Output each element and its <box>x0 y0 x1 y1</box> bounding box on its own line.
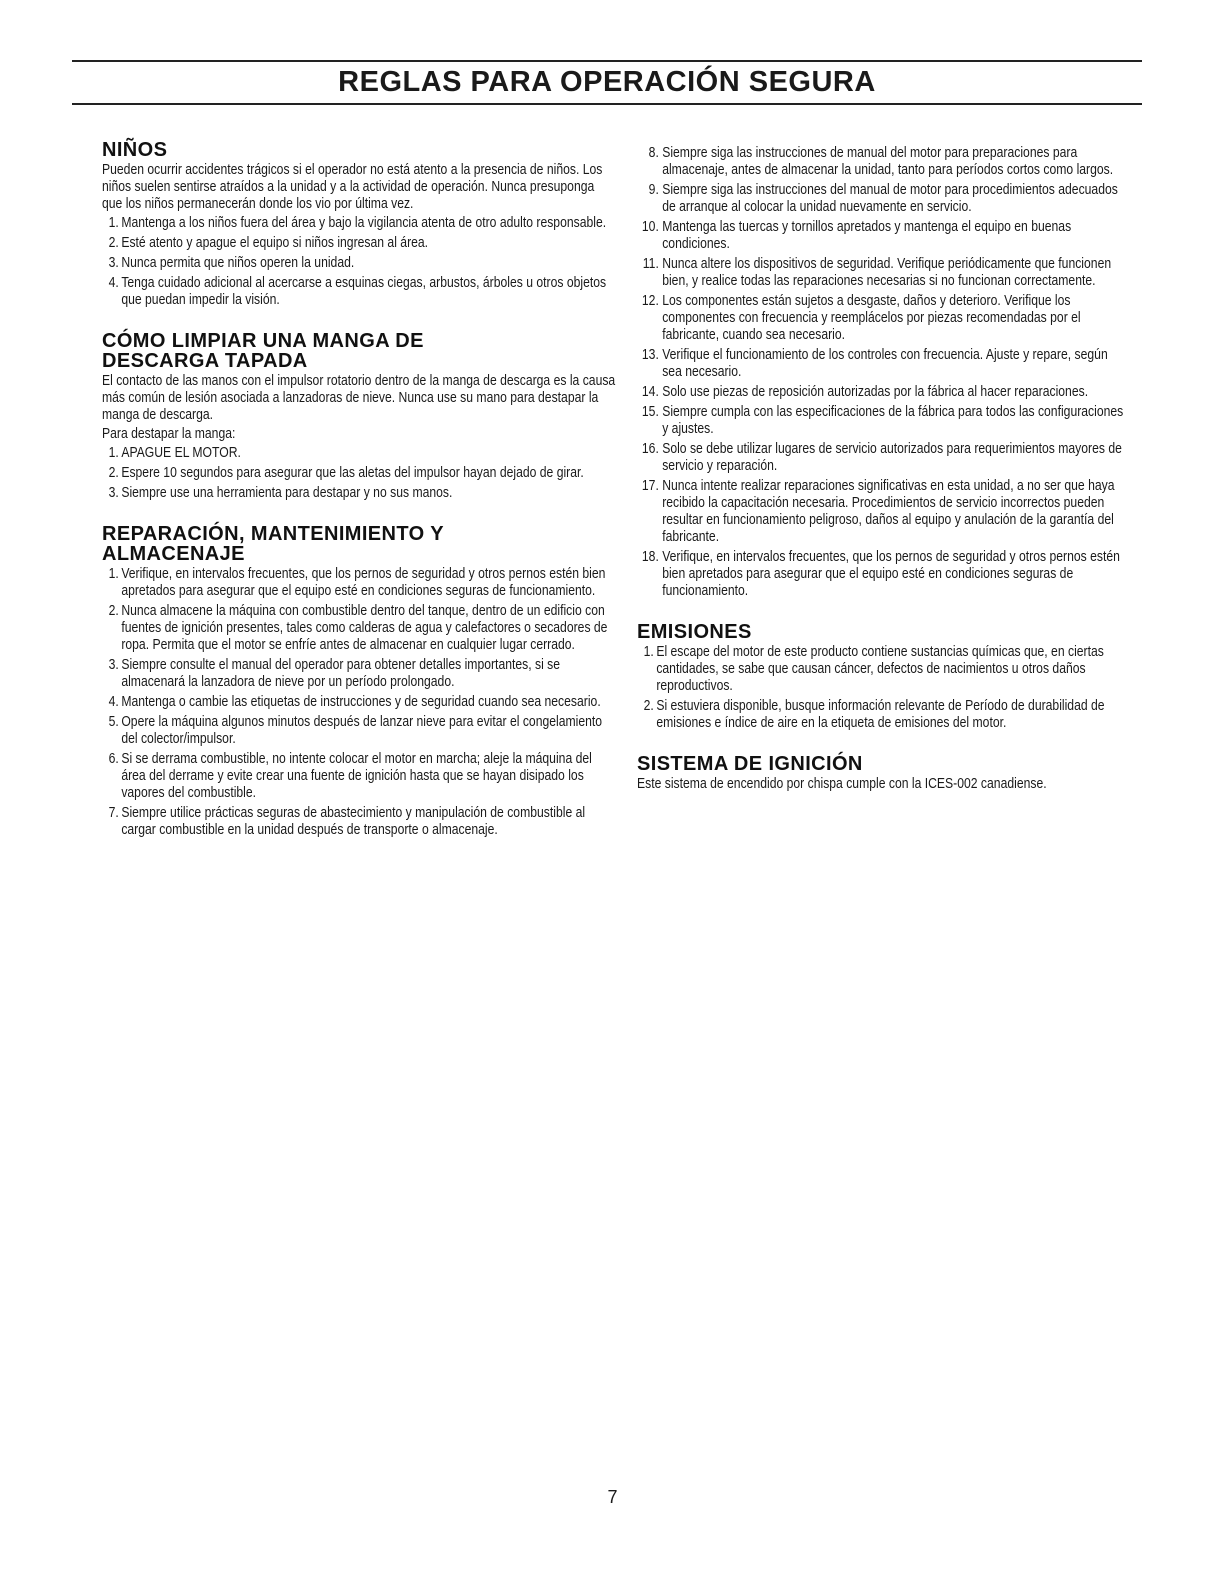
list-item <box>637 441 1129 475</box>
list-item-number: 6. <box>108 751 119 767</box>
list-item-text: Siempre consulte el manual del operador para obtener detalles importantes, si se almacenará la lanzadora de nieve por un período prolongado. <box>121 657 561 690</box>
list-item-number: 7. <box>108 805 119 821</box>
list-item-number: 2. <box>643 698 654 714</box>
list-item <box>637 145 1129 179</box>
list-item-text: Mantenga a los niños fuera del área y bajo la vigilancia atenta de otro adulto responsable. <box>121 215 607 231</box>
list-item <box>102 255 616 272</box>
list-item-text: Si se derrama combustible, no intente colocar el motor en marcha; aleje la máquina del área del derrame y evite crear una fuente de ignición hasta que se hayan disipado los vapores del combustible. <box>121 751 592 801</box>
list-item <box>102 485 616 502</box>
list-item-text: Siempre siga las instrucciones del manual de motor para procedimientos adecuados de arranque al colocar la unidad nuevamente en servicio. <box>662 182 1118 215</box>
list-item-text: Siempre use una herramienta para destapar y no sus manos. <box>121 485 453 501</box>
list-item-number: 13. <box>641 347 659 363</box>
list-item-text: El escape del motor de este producto contiene sustancias químicas que, en ciertas cantidades, se sabe que causan cáncer, defectos de nacimientos u otros daños reproductivos. <box>656 644 1104 694</box>
list-item-number: 16. <box>641 441 659 457</box>
list-item-text: Solo use piezas de reposición autorizadas por la fábrica al hacer reparaciones. <box>662 384 1089 400</box>
list-item-number: 1. <box>108 445 119 461</box>
list-item <box>637 404 1129 438</box>
section-ignicion <box>637 754 1129 793</box>
section-intro-manga: El contacto de las manos con el impulsor rotatorio dentro de la manga de descarga es la causa más común de lesión asociada a lanzadoras de nieve. Nunca use su mano para destapar la manga de descarga. <box>102 373 616 423</box>
list-item-number: 8. <box>648 145 659 161</box>
list-item <box>102 465 616 482</box>
list-item-number: 11. <box>642 256 659 272</box>
list-item-number: 3. <box>108 657 119 673</box>
section-text-ignicion: Este sistema de encendido por chispa cumple con la ICES-002 canadiense. <box>637 776 1047 792</box>
section-lead-manga: Para destapar la manga: <box>102 426 236 442</box>
list-item-text: Siempre utilice prácticas seguras de abastecimiento y manipulación de combustible al cargar combustible en la unidad después de transporte o almacenaje. <box>121 805 586 838</box>
list-item-number: 4. <box>108 694 119 710</box>
list-reparacion-continued <box>637 145 1129 600</box>
list-item-number: 1. <box>643 644 654 660</box>
list-item-number: 4. <box>108 275 119 291</box>
list-item-text: Tenga cuidado adicional al acercarse a esquinas ciegas, arbustos, árboles u otros objetos que puedan impedir la visión. <box>121 275 607 308</box>
list-item-text: Los componentes están sujetos a desgaste, daños y deterioro. Verifique los componentes con frecuencia y reemplácelos por piezas recomendadas por el fabricante, cuando sea necesario. <box>662 293 1081 343</box>
list-item <box>102 603 616 654</box>
list-item <box>102 235 616 252</box>
list-item <box>102 694 616 711</box>
list-item-text: Siempre cumpla con las especificaciones de la fábrica para todos las configuraciones y ajustes. <box>662 404 1124 437</box>
section-emisiones <box>637 622 1129 732</box>
section-heading-ninos: NIÑOS <box>102 139 168 161</box>
list-item <box>637 293 1129 344</box>
list-item-text: Nunca almacene la máquina con combustible dentro del tanque, dentro de un edificio con fuentes de ignición presentes, tales como calderas de agua y calefactores o secadores de ropa. Permita que el motor se enfríe antes de almacenar en cualquier lugar cerrado. <box>121 603 608 653</box>
list-item-number: 2. <box>108 603 119 619</box>
list-item <box>102 275 616 309</box>
section-reparacion <box>102 524 616 839</box>
list-item <box>637 698 1129 732</box>
list-item-number: 5. <box>108 714 119 730</box>
section-heading-manga-line1: CÓMO LIMPIAR UNA MANGA DE <box>102 330 424 352</box>
section-manga <box>102 331 616 502</box>
list-item-number: 1. <box>108 566 119 582</box>
list-item-text: Verifique el funcionamiento de los controles con frecuencia. Ajuste y repare, según sea necesario. <box>662 347 1108 380</box>
list-item-number: 9. <box>648 182 659 198</box>
list-item-text: Verifique, en intervalos frecuentes, que los pernos de seguridad y otros pernos estén bien apretados para asegurar que el equipo esté en condiciones seguras de funcionamiento. <box>662 549 1120 599</box>
list-item <box>102 566 616 600</box>
list-item-text: Mantenga o cambie las etiquetas de instrucciones y de seguridad cuando sea necesario. <box>121 694 601 710</box>
list-item <box>102 657 616 691</box>
list-item-number: 14. <box>641 384 659 400</box>
list-item-text: Esté atento y apague el equipo si niños ingresan al área. <box>121 235 429 251</box>
list-item-text: Siempre siga las instrucciones de manual del motor para preparaciones para almacenaje, antes de almacenar la unidad, tanto para períodos cortos como largos. <box>662 145 1114 178</box>
list-item <box>637 219 1129 253</box>
title-rule-bottom <box>72 103 1142 105</box>
list-item-text: APAGUE EL MOTOR. <box>121 445 241 461</box>
left-column <box>102 140 616 859</box>
list-emisiones <box>637 644 1129 732</box>
list-item-number: 2. <box>108 465 119 481</box>
list-item-text: Espere 10 segundos para asegurar que las aletas del impulsor hayan dejado de girar. <box>121 465 584 481</box>
list-item-text: Opere la máquina algunos minutos después de lanzar nieve para evitar el congelamiento del colector/impulsor. <box>121 714 603 747</box>
section-heading-reparacion <box>102 524 616 564</box>
list-item-number: 2. <box>108 235 119 251</box>
list-item <box>637 256 1129 290</box>
list-item-text: Verifique, en intervalos frecuentes, que los pernos de seguridad y otros pernos estén bien apretados para asegurar que el equipo esté en condiciones seguras de funcionamiento. <box>121 566 606 599</box>
list-item-number: 3. <box>108 255 119 271</box>
section-heading-ignicion: SISTEMA DE IGNICIÓN <box>637 753 863 775</box>
right-column <box>637 145 1129 813</box>
section-heading-emisiones: EMISIONES <box>637 621 752 643</box>
list-reparacion <box>102 566 616 839</box>
list-item-text: Nunca altere los dispositivos de seguridad. Verifique periódicamente que funcionen bien, y realice todas las reparaciones necesarias si no funcionan correctamente. <box>662 256 1112 289</box>
list-item <box>637 478 1129 546</box>
section-heading-manga-line2: DESCARGA TAPADA <box>102 350 308 372</box>
section-heading-manga <box>102 331 616 371</box>
list-item <box>102 714 616 748</box>
list-ninos <box>102 215 616 309</box>
list-item-number: 15. <box>641 404 659 420</box>
list-manga <box>102 445 616 502</box>
list-item-number: 1. <box>108 215 119 231</box>
section-intro-ninos: Pueden ocurrir accidentes trágicos si el operador no está atento a la presencia de niños. Los niños suelen sentirse atraídos a la unidad y a la actividad de operación. Nunca presuponga que los niños permanecerán donde los vio por última vez. <box>102 162 603 212</box>
list-item-number: 18. <box>641 549 659 565</box>
list-item-text: Nunca permita que niños operen la unidad. <box>121 255 355 271</box>
list-item-number: 12. <box>641 293 659 309</box>
section-heading-reparacion-line1: REPARACIÓN, MANTENIMIENTO Y <box>102 523 444 545</box>
list-item <box>637 549 1129 600</box>
list-item-text: Mantenga las tuercas y tornillos apretados y mantenga el equipo en buenas condiciones. <box>662 219 1072 252</box>
list-item <box>637 644 1129 695</box>
list-item <box>637 347 1129 381</box>
list-item <box>102 751 616 802</box>
list-item-text: Nunca intente realizar reparaciones significativas en esta unidad, a no ser que haya recibido la capacitación necesaria. Procedimientos de servicio incorrectos pueden resultar en funcionamiento peligroso, daños al equipo y anulación de la garantía del fabricante. <box>662 478 1115 545</box>
list-item-text: Si estuviera disponible, busque información relevante de Período de durabilidad de emisiones e índice de aire en la etiqueta de emisiones del motor. <box>656 698 1105 731</box>
list-item-number: 17. <box>641 478 659 494</box>
list-item <box>102 215 616 232</box>
section-heading-reparacion-line2: ALMACENAJE <box>102 543 245 565</box>
page-number: 7 <box>607 1487 618 1507</box>
list-item <box>102 805 616 839</box>
section-ninos <box>102 140 616 309</box>
list-item <box>637 182 1129 216</box>
list-item <box>637 384 1129 401</box>
page-title: REGLAS PARA OPERACIÓN SEGURA <box>338 66 876 98</box>
list-item <box>102 445 616 462</box>
list-item-number: 3. <box>108 485 119 501</box>
list-item-number: 10. <box>641 219 659 235</box>
list-item-text: Solo se debe utilizar lugares de servicio autorizados para requerimientos mayores de servicio y reparación. <box>662 441 1122 474</box>
